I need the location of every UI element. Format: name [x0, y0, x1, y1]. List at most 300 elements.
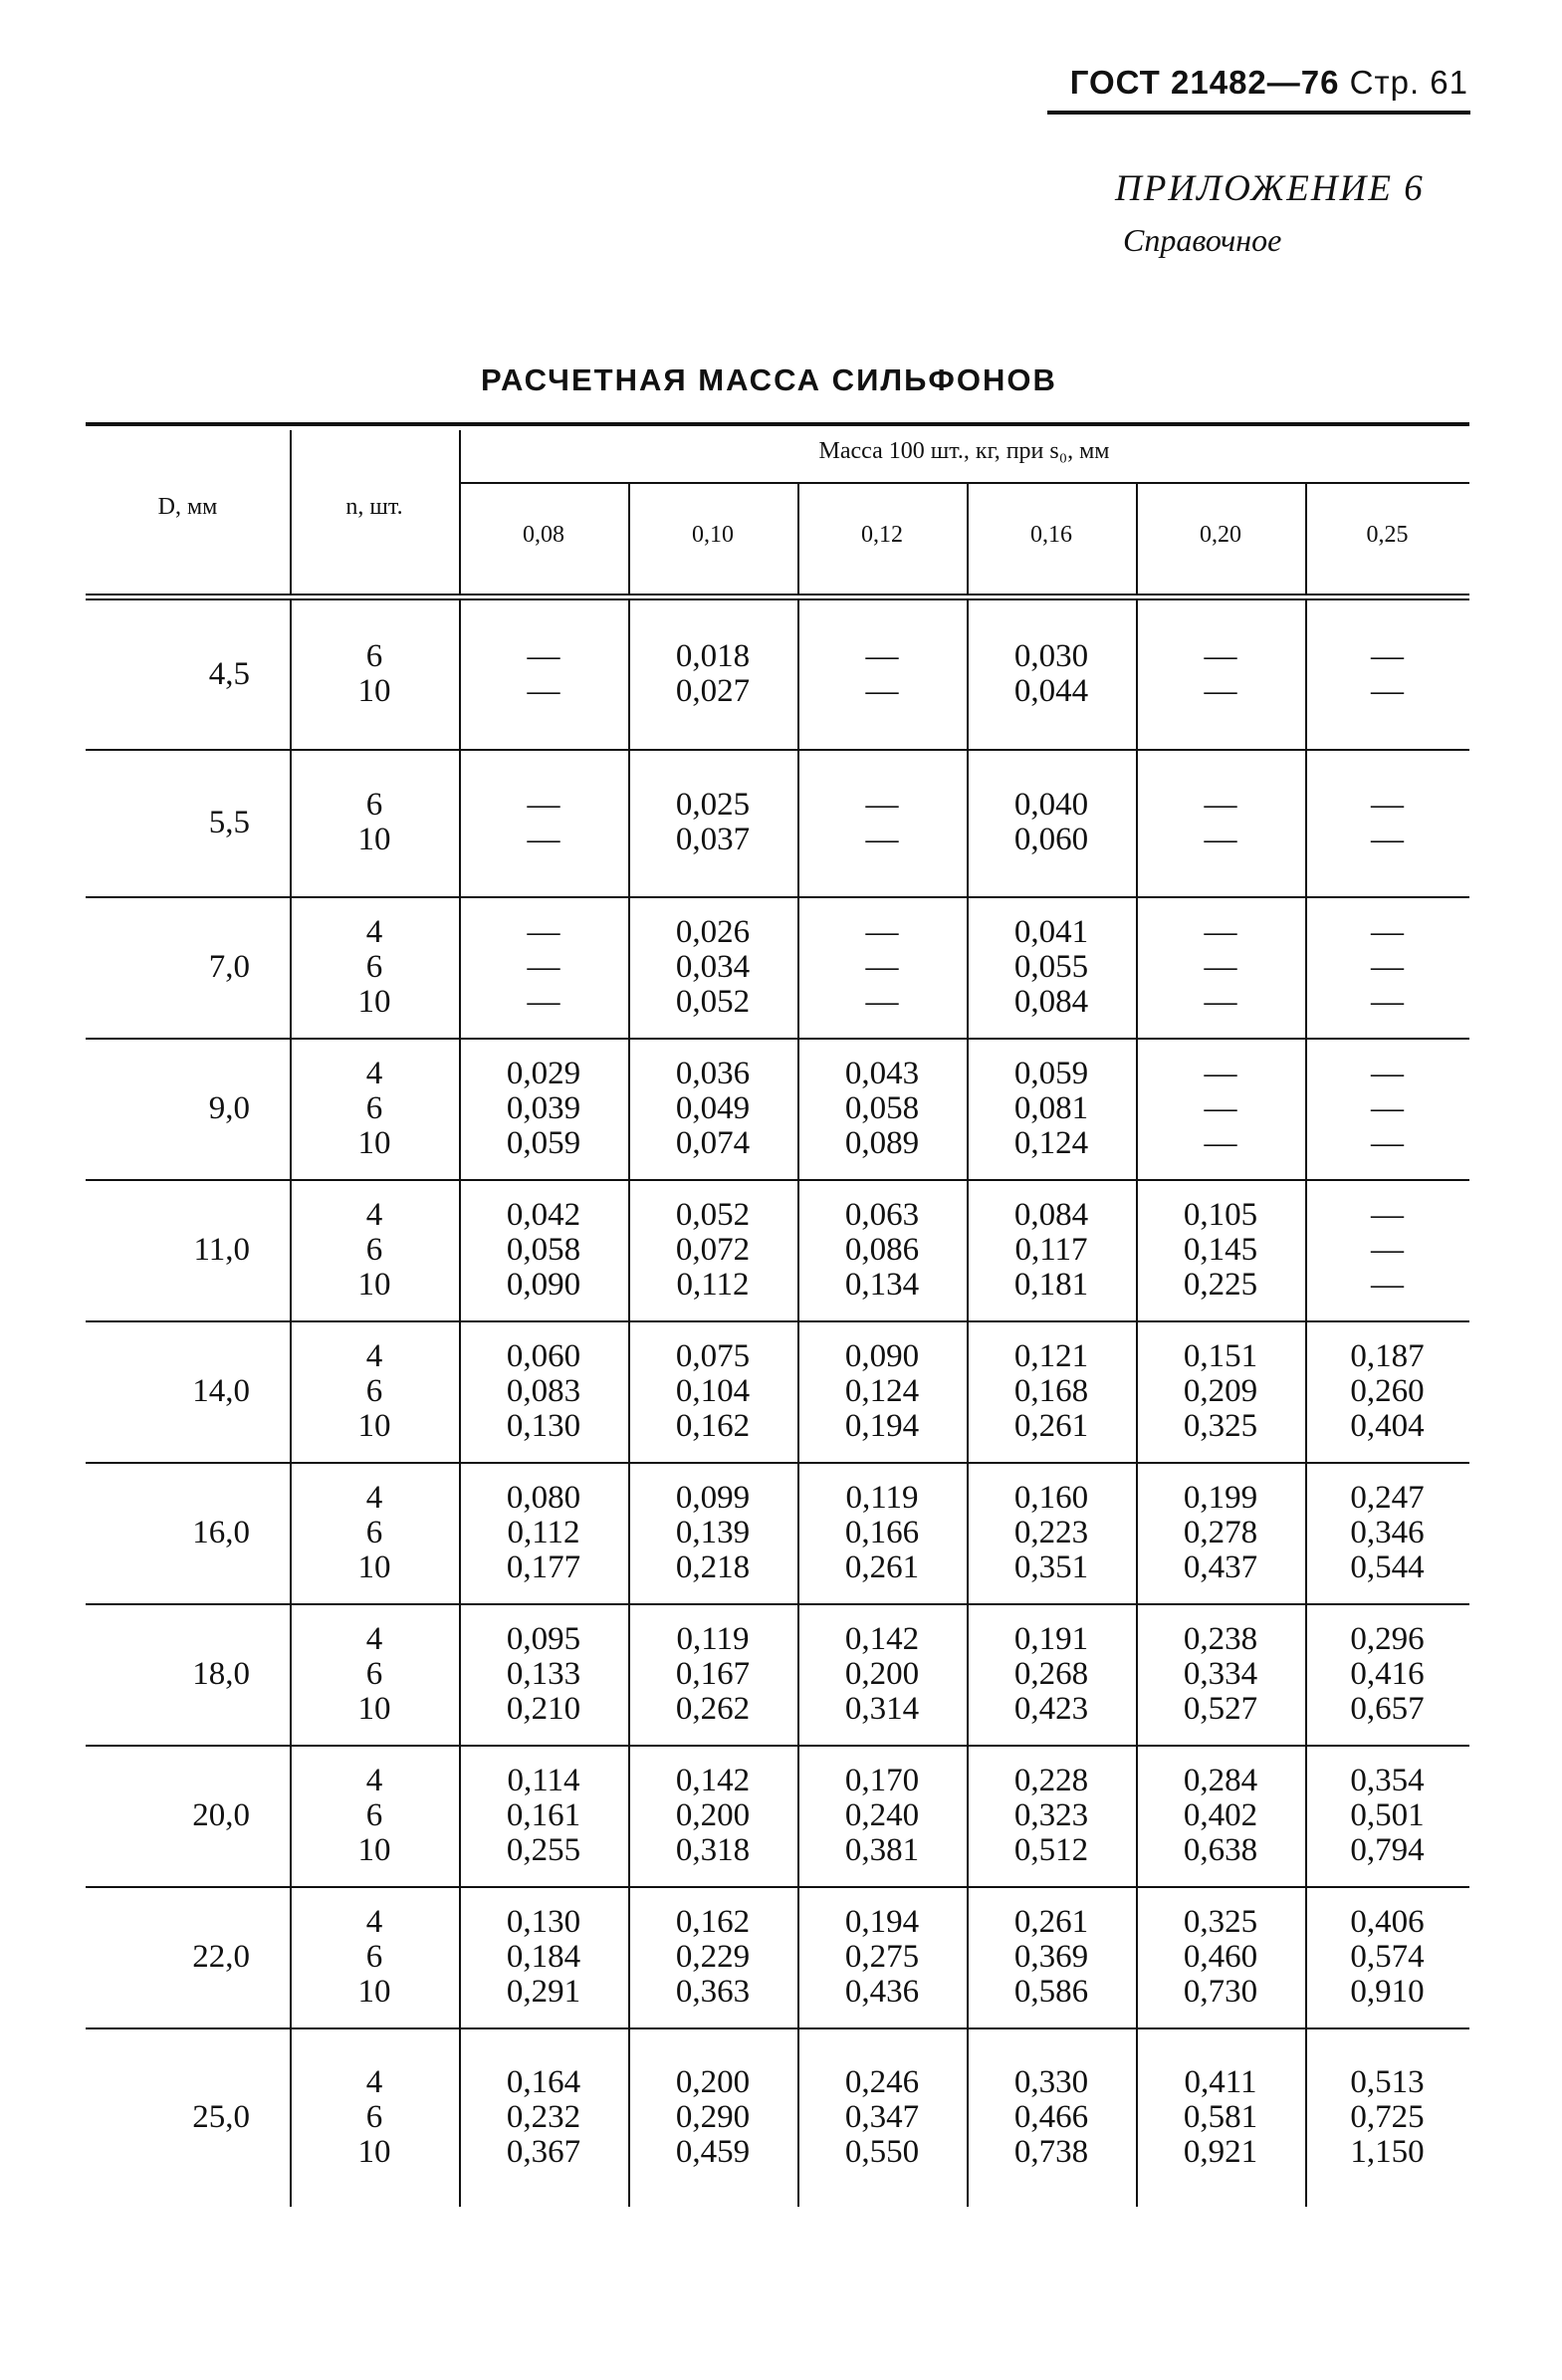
n-value: 10: [357, 1831, 391, 1868]
header-col-divider: [459, 430, 461, 594]
column-header-thickness: 0,25: [1366, 522, 1409, 548]
mass-value: 0,347: [844, 2098, 920, 2135]
mass-value: 0,133: [506, 1655, 581, 1692]
n-value: 10: [357, 1973, 391, 2010]
page-number: Стр. 61: [1349, 64, 1468, 101]
mass-value: 0,142: [675, 1762, 751, 1798]
mass-value: 0,229: [675, 1938, 751, 1975]
table-cell-mass: [1305, 1179, 1469, 1320]
mass-value: 0,323: [1013, 1796, 1089, 1833]
table-cell-mass: [967, 1179, 1136, 1320]
group-header-rule: [459, 482, 1469, 484]
table-cell-mass: [1305, 2027, 1469, 2207]
table-cell-mass: [459, 1462, 628, 1603]
table-cell-d: 7,0: [208, 948, 250, 985]
mass-value: 0,369: [1013, 1938, 1089, 1975]
table-cell-mass: [797, 1745, 967, 1886]
mass-value: 0,034: [675, 948, 751, 985]
table-top-rule: [86, 422, 1469, 426]
mass-value: 0,162: [675, 1407, 751, 1444]
mass-value: —: [1371, 638, 1404, 674]
mass-value: 0,574: [1350, 1938, 1425, 1975]
mass-value: 0,063: [844, 1196, 920, 1233]
mass-value: 0,232: [506, 2098, 581, 2135]
table-cell-mass: [1136, 749, 1305, 896]
header-col-divider: [1305, 484, 1307, 594]
table-cell-d: 20,0: [192, 1796, 250, 1833]
mass-value: 0,170: [844, 1762, 920, 1798]
mass-value: 0,058: [506, 1231, 581, 1268]
mass-value: 0,794: [1350, 1831, 1425, 1868]
mass-value: 0,284: [1183, 1762, 1258, 1798]
mass-value: 0,083: [506, 1372, 581, 1409]
mass-value: 0,290: [675, 2098, 751, 2135]
mass-value: 0,325: [1183, 1407, 1258, 1444]
mass-value: 0,921: [1183, 2133, 1258, 2170]
table-cell-mass: [1305, 1745, 1469, 1886]
table-cell-mass: [797, 749, 967, 896]
table-cell-mass: [628, 1745, 797, 1886]
table-cell-mass: [1136, 1886, 1305, 2027]
mass-value: 0,181: [1013, 1266, 1089, 1303]
table-cell-n: [290, 1320, 459, 1462]
mass-value: 0,052: [675, 983, 751, 1020]
mass-value: 0,074: [675, 1124, 751, 1161]
table-cell-mass: [1305, 1320, 1469, 1462]
mass-value: 0,228: [1013, 1762, 1089, 1798]
mass-value: 0,459: [675, 2133, 751, 2170]
mass-value: 0,055: [1013, 948, 1089, 985]
mass-value: 0,025: [675, 787, 751, 823]
mass-value: 1,150: [1350, 2133, 1425, 2170]
mass-value: 0,246: [844, 2063, 920, 2100]
mass-value: —: [1371, 822, 1404, 857]
n-value: 6: [365, 1514, 383, 1550]
mass-value: 0,200: [675, 2063, 751, 2100]
mass-value: —: [865, 913, 899, 950]
mass-value: —: [1204, 822, 1237, 857]
table-cell-mass: [797, 599, 967, 749]
n-value: 6: [365, 1655, 383, 1692]
body-col-divider: [1136, 599, 1138, 2207]
mass-value: 0,275: [844, 1938, 920, 1975]
table-cell-d: 16,0: [192, 1514, 250, 1550]
mass-value: 0,466: [1013, 2098, 1089, 2135]
mass-value: 0,325: [1183, 1903, 1258, 1940]
mass-value: 0,090: [844, 1337, 920, 1374]
mass-value: 0,225: [1183, 1266, 1258, 1303]
mass-value: 0,117: [1014, 1231, 1088, 1268]
table-title: РАСЧЕТНАЯ МАССА СИЛЬФОНОВ: [481, 362, 1057, 397]
mass-value: 0,060: [506, 1337, 581, 1374]
n-value: 10: [357, 1548, 391, 1585]
mass-value: —: [1371, 1266, 1404, 1303]
table-cell-mass: [628, 599, 797, 749]
table-cell-mass: [1136, 1745, 1305, 1886]
table-cell-n: [290, 896, 459, 1038]
table-cell-mass: [459, 599, 628, 749]
mass-value: 0,151: [1183, 1337, 1258, 1374]
table-cell-mass: [967, 1886, 1136, 2027]
mass-value: 0,238: [1183, 1620, 1258, 1657]
mass-value: 0,075: [675, 1337, 751, 1374]
mass-value: 0,059: [1013, 1055, 1089, 1091]
mass-value: 0,581: [1183, 2098, 1258, 2135]
table-cell-mass: [967, 2027, 1136, 2207]
table-cell-mass: [1305, 1603, 1469, 1745]
table-cell-mass: [459, 1320, 628, 1462]
mass-value: 0,209: [1183, 1372, 1258, 1409]
body-col-divider: [628, 599, 630, 2207]
mass-value: 0,161: [506, 1796, 581, 1833]
appendix-title: ПРИЛОЖЕНИЕ 6: [1115, 168, 1425, 209]
table-cell-mass: [628, 1462, 797, 1603]
mass-value: 0,166: [844, 1514, 920, 1550]
mass-value: 0,416: [1350, 1655, 1425, 1692]
n-value: 10: [357, 1124, 391, 1161]
table-cell-n: [290, 2027, 459, 2207]
table-cell-mass: [628, 1886, 797, 2027]
mass-value: 0,194: [844, 1407, 920, 1444]
mass-value: 0,460: [1183, 1938, 1258, 1975]
mass-value: 0,177: [506, 1548, 581, 1585]
mass-value: 0,060: [1013, 822, 1089, 857]
column-header-thickness: 0,16: [1030, 522, 1072, 548]
mass-value: —: [527, 913, 560, 950]
mass-value: 0,354: [1350, 1762, 1425, 1798]
mass-value: 0,142: [844, 1620, 920, 1657]
mass-value: 0,437: [1183, 1548, 1258, 1585]
table-cell-mass: [797, 1462, 967, 1603]
mass-value: —: [1371, 1196, 1404, 1233]
mass-value: 0,059: [506, 1124, 581, 1161]
mass-value: 0,081: [1013, 1089, 1089, 1126]
n-value: 6: [365, 948, 383, 985]
table-cell-mass: [1305, 1462, 1469, 1603]
mass-value: 0,040: [1013, 787, 1089, 823]
mass-value: 0,130: [506, 1407, 581, 1444]
body-col-divider: [290, 599, 292, 2207]
mass-value: —: [1204, 983, 1237, 1020]
mass-value: 0,187: [1350, 1337, 1425, 1374]
table-cell-mass: [797, 1886, 967, 2027]
mass-value: 0,086: [844, 1231, 920, 1268]
table-cell-mass: [1136, 1320, 1305, 1462]
mass-value: 0,261: [844, 1548, 920, 1585]
mass-value: —: [1371, 787, 1404, 823]
table-cell-mass: [459, 1886, 628, 2027]
header-col-divider: [628, 484, 630, 594]
n-value: 10: [357, 983, 391, 1020]
table-cell-mass: [967, 1038, 1136, 1179]
mass-value: —: [527, 822, 560, 857]
n-value: 4: [365, 1903, 383, 1940]
mass-value: —: [1204, 948, 1237, 985]
table-cell-mass: [1305, 896, 1469, 1038]
table-cell-mass: [1305, 1038, 1469, 1179]
mass-value: 0,162: [675, 1903, 751, 1940]
mass-value: —: [527, 787, 560, 823]
table-cell-mass: [628, 1038, 797, 1179]
header-col-divider: [290, 430, 292, 594]
mass-value: 0,638: [1183, 1831, 1258, 1868]
mass-value: —: [1204, 638, 1237, 674]
mass-value: 0,278: [1183, 1514, 1258, 1550]
mass-value: 0,436: [844, 1973, 920, 2010]
n-value: 6: [365, 638, 383, 674]
mass-value: 0,112: [507, 1514, 580, 1550]
table-cell-n: [290, 599, 459, 749]
table-cell-mass: [797, 1603, 967, 1745]
mass-value: 0,501: [1350, 1796, 1425, 1833]
mass-value: 0,124: [1013, 1124, 1089, 1161]
header-rule: [1047, 111, 1470, 115]
table-cell-mass: [967, 1745, 1136, 1886]
n-value: 10: [357, 2133, 391, 2170]
mass-value: —: [865, 948, 899, 985]
document-header: [1045, 64, 1468, 102]
table-cell-mass: [1136, 1179, 1305, 1320]
mass-value: 0,052: [675, 1196, 751, 1233]
mass-value: —: [1371, 948, 1404, 985]
table-cell-mass: [459, 1745, 628, 1886]
mass-value: 0,334: [1183, 1655, 1258, 1692]
n-value: 4: [365, 1196, 383, 1233]
n-value: 4: [365, 1620, 383, 1657]
mass-value: 0,240: [844, 1796, 920, 1833]
n-value: 6: [365, 1231, 383, 1268]
mass-value: 0,194: [844, 1903, 920, 1940]
mass-value: 0,291: [506, 1973, 581, 2010]
n-value: 10: [357, 1266, 391, 1303]
mass-value: 0,527: [1183, 1690, 1258, 1727]
n-value: 4: [365, 1762, 383, 1798]
mass-value: —: [1204, 1055, 1237, 1091]
table-cell-mass: [1136, 2027, 1305, 2207]
mass-value: 0,363: [675, 1973, 751, 2010]
mass-value: 0,121: [1013, 1337, 1089, 1374]
mass-value: 0,105: [1183, 1196, 1258, 1233]
table-cell-n: [290, 1038, 459, 1179]
n-value: 4: [365, 913, 383, 950]
table-cell-d: 25,0: [192, 2098, 250, 2135]
mass-value: 0,586: [1013, 1973, 1089, 2010]
table-cell-n: [290, 749, 459, 896]
mass-value: 0,330: [1013, 2063, 1089, 2100]
table-cell-d: 4,5: [208, 655, 250, 692]
table-cell-mass: [797, 1038, 967, 1179]
n-value: 10: [357, 673, 391, 709]
mass-value: —: [1371, 673, 1404, 709]
bellows-mass-table: [86, 422, 1469, 2205]
table-cell-mass: [967, 1462, 1136, 1603]
mass-value: 0,191: [1013, 1620, 1089, 1657]
mass-value: 0,738: [1013, 2133, 1089, 2170]
n-value: 6: [365, 1796, 383, 1833]
header-col-divider: [967, 484, 969, 594]
table-cell-mass: [967, 749, 1136, 896]
mass-value: 0,406: [1350, 1903, 1425, 1940]
n-value: 6: [365, 1089, 383, 1126]
mass-value: 0,124: [844, 1372, 920, 1409]
mass-value: 0,119: [845, 1479, 919, 1516]
header-bottom-rule: [86, 594, 1469, 595]
mass-value: 0,381: [844, 1831, 920, 1868]
table-cell-n: [290, 1462, 459, 1603]
table-cell-d: 18,0: [192, 1655, 250, 1692]
n-value: 4: [365, 1479, 383, 1516]
mass-value: —: [865, 787, 899, 823]
mass-value: 0,411: [1184, 2063, 1257, 2100]
table-cell-mass: [797, 1320, 967, 1462]
table-cell-mass: [459, 2027, 628, 2207]
mass-value: 0,119: [676, 1620, 750, 1657]
mass-value: 0,351: [1013, 1548, 1089, 1585]
column-header-thickness: 0,10: [692, 522, 734, 548]
table-cell-mass: [628, 1603, 797, 1745]
mass-value: 0,512: [1013, 1831, 1089, 1868]
body-col-divider: [967, 599, 969, 2207]
table-cell-mass: [628, 1320, 797, 1462]
body-col-divider: [797, 599, 799, 2207]
mass-value: 0,404: [1350, 1407, 1425, 1444]
mass-value: 0,261: [1013, 1903, 1089, 1940]
mass-value: 0,168: [1013, 1372, 1089, 1409]
mass-value: 0,544: [1350, 1548, 1425, 1585]
mass-value: 0,402: [1183, 1796, 1258, 1833]
table-cell-d: 11,0: [193, 1231, 250, 1268]
mass-value: 0,084: [1013, 983, 1089, 1020]
mass-value: —: [1204, 787, 1237, 823]
mass-value: —: [1371, 1055, 1404, 1091]
table-cell-mass: [967, 1603, 1136, 1745]
mass-value: —: [1371, 1231, 1404, 1268]
table-cell-mass: [459, 1603, 628, 1745]
mass-value: 0,200: [675, 1796, 751, 1833]
mass-value: 0,346: [1350, 1514, 1425, 1550]
mass-value: 0,139: [675, 1514, 751, 1550]
mass-value: —: [1371, 983, 1404, 1020]
mass-value: 0,043: [844, 1055, 920, 1091]
table-cell-mass: [459, 896, 628, 1038]
n-value: 6: [365, 787, 383, 823]
mass-value: 0,200: [844, 1655, 920, 1692]
mass-value: 0,104: [675, 1372, 751, 1409]
table-cell-mass: [1136, 1462, 1305, 1603]
table-cell-mass: [459, 1179, 628, 1320]
table-cell-n: [290, 1603, 459, 1745]
mass-value: —: [1204, 1089, 1237, 1126]
mass-value: 0,199: [1183, 1479, 1258, 1516]
mass-value: 0,210: [506, 1690, 581, 1727]
mass-value: 0,084: [1013, 1196, 1089, 1233]
mass-value: 0,513: [1350, 2063, 1425, 2100]
mass-value: 0,018: [675, 638, 751, 674]
mass-value: —: [1204, 913, 1237, 950]
mass-value: 0,036: [675, 1055, 751, 1091]
mass-value: 0,423: [1013, 1690, 1089, 1727]
table-cell-mass: [967, 599, 1136, 749]
mass-value: —: [1371, 913, 1404, 950]
header-col-divider: [797, 484, 799, 594]
column-header-thickness: 0,08: [523, 522, 564, 548]
mass-value: 0,026: [675, 913, 751, 950]
n-value: 10: [357, 1407, 391, 1444]
mass-value: 0,080: [506, 1479, 581, 1516]
mass-value: 0,058: [844, 1089, 920, 1126]
mass-value: 0,223: [1013, 1514, 1089, 1550]
mass-value: 0,910: [1350, 1973, 1425, 2010]
header-col-divider: [1136, 484, 1138, 594]
n-value: 6: [365, 2098, 383, 2135]
mass-value: 0,318: [675, 1831, 751, 1868]
table-cell-mass: [1305, 749, 1469, 896]
table-cell-d: 22,0: [192, 1938, 250, 1975]
mass-value: 0,095: [506, 1620, 581, 1657]
mass-value: 0,130: [506, 1903, 581, 1940]
table-cell-mass: [1305, 1886, 1469, 2027]
n-value: 6: [365, 1938, 383, 1975]
mass-value: 0,160: [1013, 1479, 1089, 1516]
table-cell-mass: [628, 896, 797, 1038]
mass-value: —: [1371, 1089, 1404, 1126]
mass-value: —: [1371, 1124, 1404, 1161]
mass-value: —: [865, 638, 899, 674]
table-cell-mass: [628, 2027, 797, 2207]
mass-value: 0,090: [506, 1266, 581, 1303]
table-cell-mass: [967, 1320, 1136, 1462]
mass-value: 0,164: [506, 2063, 581, 2100]
mass-value: —: [865, 673, 899, 709]
mass-value: 0,247: [1350, 1479, 1425, 1516]
mass-value: 0,037: [675, 822, 751, 857]
table-cell-mass: [797, 1179, 967, 1320]
table-cell-mass: [797, 896, 967, 1038]
table-cell-d: 5,5: [208, 804, 250, 840]
column-header-mass-group: Масса 100 шт., кг, при s₀, мм: [818, 438, 1110, 464]
table-cell-mass: [1136, 896, 1305, 1038]
mass-value: 0,255: [506, 1831, 581, 1868]
table-cell-mass: [1305, 599, 1469, 749]
n-value: 4: [365, 1337, 383, 1374]
mass-value: —: [527, 673, 560, 709]
mass-value: 0,072: [675, 1231, 751, 1268]
n-value: 4: [365, 1055, 383, 1091]
table-cell-n: [290, 1886, 459, 2027]
mass-value: 0,039: [506, 1089, 581, 1126]
n-value: 10: [357, 1690, 391, 1727]
table-cell-d: 14,0: [192, 1372, 250, 1409]
body-col-divider: [459, 599, 461, 2207]
mass-value: 0,261: [1013, 1407, 1089, 1444]
column-header-thickness: 0,12: [861, 522, 903, 548]
mass-value: 0,167: [675, 1655, 751, 1692]
mass-value: 0,099: [675, 1479, 751, 1516]
mass-value: 0,112: [676, 1266, 750, 1303]
table-cell-mass: [1136, 1603, 1305, 1745]
mass-value: 0,725: [1350, 2098, 1425, 2135]
mass-value: —: [527, 983, 560, 1020]
table-cell-mass: [459, 749, 628, 896]
mass-value: 0,042: [506, 1196, 581, 1233]
mass-value: —: [527, 948, 560, 985]
mass-value: —: [865, 822, 899, 857]
mass-value: —: [1204, 1124, 1237, 1161]
mass-value: 0,027: [675, 673, 751, 709]
mass-value: 0,296: [1350, 1620, 1425, 1657]
body-col-divider: [1305, 599, 1307, 2207]
mass-value: 0,262: [675, 1690, 751, 1727]
